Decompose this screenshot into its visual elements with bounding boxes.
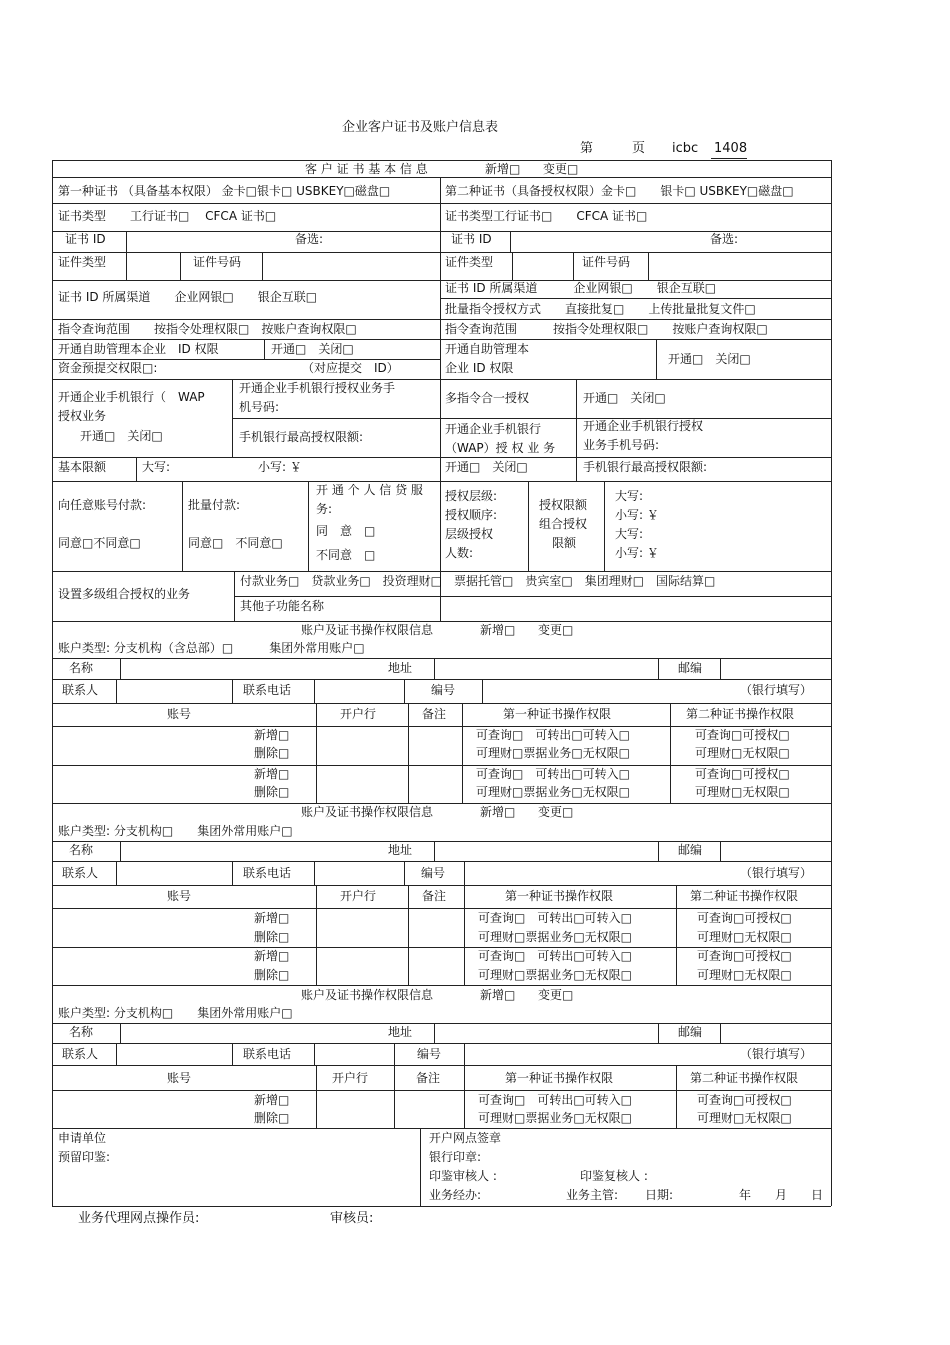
- mobile-right-2: （WAP）授 权 业 务: [445, 441, 556, 455]
- cert1-query-scope[interactable]: 指令查询范围 按指令处理权限□ 按账户查询权限□: [58, 322, 357, 336]
- s1-col-bank: 开户行: [340, 707, 377, 721]
- mobile-left-toggle[interactable]: 开通□ 关闭□: [80, 429, 163, 443]
- cert2-self-mgmt-2: 企业 ID 权限: [445, 361, 514, 375]
- multi-cmd-toggle[interactable]: 开通□ 关闭□: [583, 391, 666, 405]
- form-title: 企业客户证书及账户信息表: [342, 120, 499, 135]
- s2-r2-perm1a[interactable]: 可查询□ 可转出□可转入□: [478, 949, 633, 963]
- s1-r2-perm2a[interactable]: 可查询□可授权□: [695, 767, 790, 781]
- seal-rechecker-label: 印鉴复核人 :: [580, 1169, 648, 1183]
- cert2-optional: 备选:: [710, 232, 739, 246]
- mobile-left-2: 授权业务: [58, 409, 107, 423]
- s1-r1-add[interactable]: 新增□: [254, 728, 290, 742]
- date-day: 日: [811, 1188, 824, 1202]
- s2-postcode-label: 邮编: [678, 843, 703, 857]
- cert2-channel[interactable]: 证书 ID 所属渠道 企业网银□ 银企互联□: [445, 281, 717, 295]
- s3-col-bank: 开户行: [332, 1071, 369, 1085]
- auth-amt-daxie-2: 大写:: [615, 527, 644, 541]
- cert2-idtype-label: 证件类型: [445, 255, 494, 269]
- basic-limit-daxie: 大写:: [142, 460, 171, 474]
- s3-col-note: 备注: [416, 1071, 441, 1085]
- cert1-self-mgmt: 开通自助管理本企业 ID 权限: [58, 342, 219, 356]
- s2-name-label: 名称: [69, 843, 94, 857]
- s2-r1-perm2b[interactable]: 可理财□无权限□: [697, 930, 792, 944]
- multi-combo-label: 设置多级组合授权的业务: [58, 587, 191, 601]
- s2-address-label: 地址: [388, 843, 413, 857]
- branch-seal-label: 开户网点签章: [429, 1131, 502, 1145]
- s1-address-label: 地址: [388, 661, 413, 675]
- s3-bank-fill: （银行填写）: [740, 1047, 813, 1061]
- s1-r1-del[interactable]: 删除□: [254, 746, 290, 760]
- form-code: icbc: [672, 141, 699, 156]
- s1-col-note: 备注: [422, 707, 447, 721]
- mobile-max-limit: 手机银行最高授权限额:: [239, 430, 364, 444]
- auth-limit-3: 限额: [552, 536, 577, 550]
- s1-col-perm1: 第一种证书操作权限: [503, 707, 612, 721]
- business-options[interactable]: 付款业务□ 贷款业务□ 投资理财□ 票据托管□ 贵宾室□ 集团理财□ 国际结算□: [240, 574, 716, 588]
- mobile-auth-phone-2: 机号码:: [239, 400, 280, 414]
- s3-r1-perm1a[interactable]: 可查询□ 可转出□可转入□: [478, 1093, 633, 1107]
- s3-address-label: 地址: [388, 1025, 413, 1039]
- s1-new[interactable]: 新增□: [480, 623, 516, 637]
- basic-header: 客 户 证 书 基 本 信 息: [305, 162, 428, 176]
- auth-limit-2: 组合授权: [539, 517, 588, 531]
- s1-r1-perm1a[interactable]: 可查询□ 可转出□可转入□: [476, 728, 631, 742]
- basic-header-change[interactable]: 变更□: [543, 162, 579, 176]
- s2-new[interactable]: 新增□: [480, 805, 516, 819]
- personal-loan-disagree[interactable]: 不同意 □: [316, 548, 376, 562]
- personal-loan-2: 务:: [316, 502, 333, 516]
- basic-header-new[interactable]: 新增□: [485, 162, 521, 176]
- s2-phone-label: 联系电话: [243, 866, 292, 880]
- s3-r1-del[interactable]: 删除□: [254, 1111, 290, 1125]
- cert1-optional: 备选:: [295, 232, 324, 246]
- supervisor-label: 业务主管:: [566, 1188, 619, 1202]
- s1-col-perm2: 第二种证书操作权限: [686, 707, 795, 721]
- s1-change[interactable]: 变更□: [538, 623, 574, 637]
- s1-r2-perm1a[interactable]: 可查询□ 可转出□可转入□: [476, 767, 631, 781]
- s2-r2-perm2b[interactable]: 可理财□无权限□: [697, 968, 792, 982]
- fund-presubmit-limit[interactable]: 资金预提交权限□:: [58, 361, 158, 375]
- mobile-right-max: 手机银行最高授权限额:: [583, 460, 708, 474]
- any-account-pay-agree[interactable]: 同意□不同意□: [58, 536, 141, 550]
- date-year: 年: [739, 1188, 752, 1202]
- s2-account-type[interactable]: 账户类型: 分支机构□ 集团外常用账户□: [58, 824, 293, 838]
- multi-cmd-auth: 多指令合一授权: [445, 391, 530, 405]
- bank-seal-label: 银行印章:: [429, 1150, 482, 1164]
- mobile-right-toggle[interactable]: 开通□ 关闭□: [445, 460, 528, 474]
- s2-col-note: 备注: [422, 889, 447, 903]
- s2-col-bank: 开户行: [340, 889, 377, 903]
- date-label: 日期:: [645, 1188, 674, 1202]
- s3-phone-label: 联系电话: [243, 1047, 292, 1061]
- auth-level-2: 授权顺序:: [445, 508, 498, 522]
- mobile-left-1: 开通企业手机银行（ WAP: [58, 390, 205, 404]
- s2-col-perm2: 第二种证书操作权限: [690, 889, 799, 903]
- handler-label: 业务经办:: [429, 1188, 482, 1202]
- s3-r1-perm2b[interactable]: 可理财□无权限□: [697, 1111, 792, 1125]
- cert2-idnum-label: 证件号码: [582, 255, 631, 269]
- s3-code-label: 编号: [417, 1047, 442, 1061]
- other-subfunction: 其他子功能名称: [240, 599, 325, 613]
- date-month: 月: [775, 1188, 788, 1202]
- batch-pay-agree[interactable]: 同意□ 不同意□: [188, 536, 283, 550]
- cert2-self-mgmt-1: 开通自助管理本: [445, 342, 530, 356]
- basic-limit-xiaoxie: 小写: ￥: [258, 460, 302, 474]
- seal-reviewer-label: 印鉴审核人 :: [429, 1169, 497, 1183]
- s1-col-account: 账号: [167, 707, 192, 721]
- cert2-id-label: 证书 ID: [451, 232, 492, 246]
- applicant-label: 申请单位: [58, 1131, 107, 1145]
- s2-change[interactable]: 变更□: [538, 805, 574, 819]
- s2-bank-fill: （银行填写）: [740, 866, 813, 880]
- auth-limit-1: 授权限额: [539, 498, 588, 512]
- s2-r1-perm1b[interactable]: 可理财□票据业务□无权限□: [478, 930, 633, 944]
- s2-r1-del[interactable]: 删除□: [254, 930, 290, 944]
- s2-r2-del[interactable]: 删除□: [254, 968, 290, 982]
- reserved-seal-label: 预留印鉴:: [58, 1150, 111, 1164]
- for-submit-id: （对应提交 ID）: [302, 361, 399, 375]
- s2-r1-add[interactable]: 新增□: [254, 911, 290, 925]
- page-label-1: 第: [580, 141, 594, 156]
- s2-header: 账户及证书操作权限信息: [301, 805, 434, 819]
- auth-level-3: 层级授权: [445, 527, 494, 541]
- s2-r2-perm1b[interactable]: 可理财□票据业务□无权限□: [478, 968, 633, 982]
- cert1-idtype-label: 证件类型: [58, 255, 107, 269]
- s1-r1-perm2a[interactable]: 可查询□可授权□: [695, 728, 790, 742]
- auth-level-4: 人数:: [445, 546, 474, 560]
- cert1-channel[interactable]: 证书 ID 所属渠道 企业网银□ 银企互联□: [58, 290, 318, 304]
- s3-col-perm2: 第二种证书操作权限: [690, 1071, 799, 1085]
- basic-limit-label: 基本限额: [58, 460, 107, 474]
- s1-r2-perm2b[interactable]: 可理财□无权限□: [695, 785, 790, 799]
- agent-operator-label: 业务代理网点操作员:: [78, 1211, 200, 1226]
- s3-change[interactable]: 变更□: [538, 988, 574, 1002]
- cert1-type[interactable]: 证书类型 工行证书□ CFCA 证书□: [58, 209, 277, 223]
- s3-account-type[interactable]: 账户类型: 分支机构□ 集团外常用账户□: [58, 1006, 293, 1020]
- s1-name-label: 名称: [69, 661, 94, 675]
- s3-col-perm1: 第一种证书操作权限: [505, 1071, 614, 1085]
- form-number: 1408: [714, 141, 748, 156]
- s3-header: 账户及证书操作权限信息: [301, 988, 434, 1002]
- s3-name-label: 名称: [69, 1025, 94, 1039]
- s3-postcode-label: 邮编: [678, 1025, 703, 1039]
- s2-r2-perm2a[interactable]: 可查询□可授权□: [697, 949, 792, 963]
- s1-contact-label: 联系人: [62, 683, 99, 697]
- cert2-medium[interactable]: 第二种证书（具备授权权限）金卡□ 银卡□ USBKEY□磁盘□: [445, 184, 794, 198]
- s2-contact-label: 联系人: [62, 866, 99, 880]
- s1-r1-perm2b[interactable]: 可理财□无权限□: [695, 746, 790, 760]
- mobile-right-phone-2: 业务手机号码:: [583, 438, 660, 452]
- s1-r2-del[interactable]: 删除□: [254, 785, 290, 799]
- mobile-auth-phone-1: 开通企业手机银行授权业务手: [239, 381, 396, 395]
- cert1-id-label: 证书 ID: [65, 232, 106, 246]
- s1-postcode-label: 邮编: [678, 661, 703, 675]
- mobile-right-1: 开通企业手机银行: [445, 422, 542, 436]
- cert1-self-mgmt-toggle[interactable]: 开通□ 关闭□: [271, 342, 354, 356]
- auth-level-1: 授权层级:: [445, 489, 498, 503]
- cert2-self-mgmt-toggle[interactable]: 开通□ 关闭□: [668, 352, 751, 366]
- cert1-idnum-label: 证件号码: [193, 255, 242, 269]
- auth-amt-xiaoxie-1: 小写: ￥: [615, 508, 659, 522]
- s3-r1-add[interactable]: 新增□: [254, 1093, 290, 1107]
- s1-account-type[interactable]: 账户类型: 分支机构（含总部）□ 集团外常用账户□: [58, 641, 365, 655]
- s1-r2-add[interactable]: 新增□: [254, 767, 290, 781]
- batch-auth-mode[interactable]: 批量指令授权方式 直接批复□ 上传批量批复文件□: [445, 302, 756, 316]
- s1-bank-fill: （银行填写）: [740, 683, 813, 697]
- s1-code-label: 编号: [431, 683, 456, 697]
- any-account-pay: 向任意账号付款:: [58, 498, 147, 512]
- s2-code-label: 编号: [421, 866, 446, 880]
- personal-loan-agree[interactable]: 同 意 □: [316, 524, 376, 538]
- batch-pay: 批量付款:: [188, 498, 241, 512]
- auth-amt-xiaoxie-2: 小写: ￥: [615, 546, 659, 560]
- s1-header: 账户及证书操作权限信息: [301, 623, 434, 637]
- s2-r2-add[interactable]: 新增□: [254, 949, 290, 963]
- personal-loan-1: 开 通 个 人 信 贷 服: [316, 483, 423, 497]
- s2-col-account: 账号: [167, 889, 192, 903]
- s3-r1-perm1b[interactable]: 可理财□票据业务□无权限□: [478, 1111, 633, 1125]
- cert2-type[interactable]: 证书类型工行证书□ CFCA 证书□: [445, 209, 648, 223]
- s3-col-account: 账号: [167, 1071, 192, 1085]
- s1-r2-perm1b[interactable]: 可理财□票据业务□无权限□: [476, 785, 631, 799]
- s3-new[interactable]: 新增□: [480, 988, 516, 1002]
- s2-r1-perm2a[interactable]: 可查询□可授权□: [697, 911, 792, 925]
- cert1-medium[interactable]: 第一种证书 （具备基本权限） 金卡□银卡□ USBKEY□磁盘□: [58, 184, 391, 198]
- page-label-2: 页: [632, 141, 646, 156]
- s3-contact-label: 联系人: [62, 1047, 99, 1061]
- s2-r1-perm1a[interactable]: 可查询□ 可转出□可转入□: [478, 911, 633, 925]
- s3-r1-perm2a[interactable]: 可查询□可授权□: [697, 1093, 792, 1107]
- auth-amt-daxie-1: 大写:: [615, 489, 644, 503]
- cert2-query-scope[interactable]: 指令查询范围 按指令处理权限□ 按账户查询权限□: [445, 322, 768, 336]
- s2-col-perm1: 第一种证书操作权限: [505, 889, 614, 903]
- auditor-label: 审核员:: [330, 1211, 374, 1226]
- s1-phone-label: 联系电话: [243, 683, 292, 697]
- s1-r1-perm1b[interactable]: 可理财□票据业务□无权限□: [476, 746, 631, 760]
- mobile-right-phone-1: 开通企业手机银行授权: [583, 419, 704, 433]
